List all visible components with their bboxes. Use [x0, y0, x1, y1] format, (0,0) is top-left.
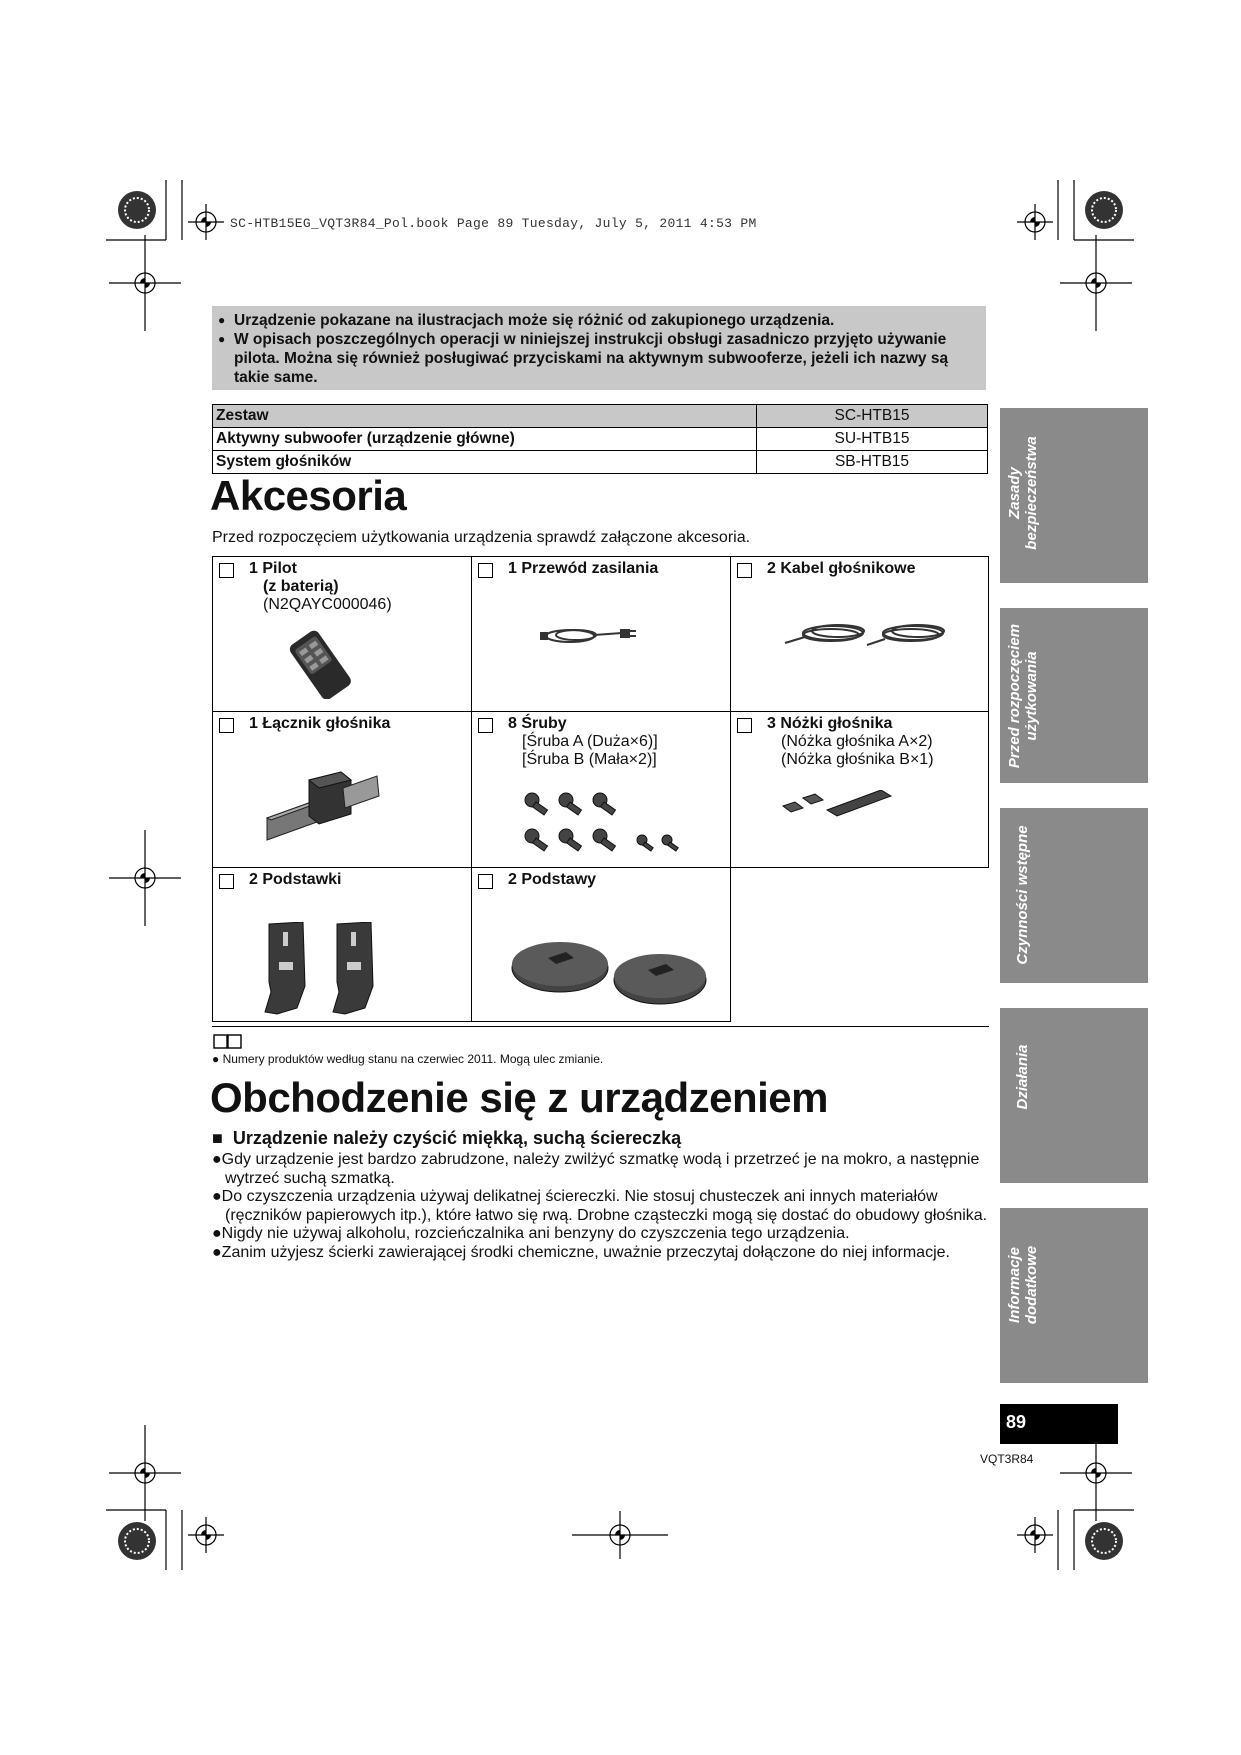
checkbox[interactable] — [737, 718, 752, 733]
checkbox[interactable] — [219, 718, 234, 733]
tab-label — [1014, 820, 1031, 970]
accessory-speaker-feet — [730, 711, 989, 868]
tab-label-line: Przed rozpoczęciem — [1006, 623, 1023, 769]
bullet-text: Nigdy nie używaj alkoholu, rozcieńczalnika ani benzyny do czyszczenia tego urządzenia. — [221, 1225, 850, 1243]
tab-label-line: Czynności wstępne — [1014, 825, 1031, 965]
notice-item: ● Urządzenie pokazane na ilustracjach może się różnić od zakupionego urządzenia. — [218, 311, 978, 330]
models-table — [212, 404, 988, 474]
table-row — [213, 451, 988, 474]
notice-item: ● W opisach poszczególnych operacji w niniejszej instrukcji obsługi zasadniczo przyjęto używanie pilota. Można się również posługiwać przyciskami na aktywnym subwooferze, jeżeli ich nazwy są takie same. — [218, 330, 978, 387]
bullet-text: Do czyszczenia urządzenia używaj delikatnej ściereczki. Nie stosuj chusteczek ani innych materiałów (ręczników papierowych itp.), które łatwo się rwą. Drobne cząsteczki mogą się dostać do obudowy głośnika. — [221, 1188, 988, 1224]
speaker-feet-image — [781, 790, 901, 840]
accessory-name: 1 Przewód zasilania — [508, 560, 659, 577]
tab-safety[interactable] — [1000, 408, 1148, 583]
accessory-name: 2 Kabel głośnikowe — [767, 560, 916, 577]
accessory-screws — [471, 711, 731, 868]
checkbox[interactable] — [219, 563, 234, 578]
list-item: ●Nigdy nie używaj alkoholu, rozcieńczalnika ani benzyny do czyszczenia tego urządzenia. — [212, 1225, 850, 1243]
accessory-detail: (Nóżka głośnika A×2) — [781, 733, 933, 750]
bullet-text: Zanim użyjesz ścierki zawierającej środki chemiczne, uważnie przeczytaj dołączone do niej informacje. — [221, 1243, 950, 1261]
checkbox[interactable] — [478, 874, 493, 889]
accessories-title: Akcesoria — [210, 472, 407, 519]
accessory-speaker-connector — [212, 711, 472, 868]
accessory-name: 3 Nóżki głośnika — [767, 715, 893, 732]
tab-label — [1006, 616, 1040, 776]
accessory-speaker-cables — [730, 556, 989, 712]
care-subtitle: ■ Urządzenie należy czyścić miękką, suchą ściereczką — [212, 1128, 682, 1148]
accessory-detail: (Nóżka głośnika B×1) — [781, 751, 934, 768]
accessory-brackets — [212, 867, 472, 1022]
document-code: VQT3R84 — [980, 1452, 1034, 1466]
list-item: ●Do czyszczenia urządzenia używaj delikatnej ściereczki. Nie stosuj chusteczek ani innych materiałów (ręczników papierowych itp.), które łatwo się rwą. Drobne cząsteczki mogą się dostać do obudowy głośnika. — [212, 1188, 988, 1224]
note-content: Numery produktów według stanu na czerwiec 2011. Mogą ulec zmianie. — [222, 1052, 604, 1066]
note-book-icon — [213, 1034, 243, 1050]
page-number-box — [1000, 1404, 1118, 1444]
accessory-name: 1 Pilot — [249, 560, 298, 577]
tab-label — [1006, 418, 1040, 568]
page-number: 89 — [1006, 1412, 1027, 1432]
checkbox[interactable] — [737, 563, 752, 578]
model-label: System głośników — [213, 451, 757, 474]
tab-getting-started[interactable] — [1000, 808, 1148, 983]
tab-operations[interactable] — [1000, 1008, 1148, 1183]
accessory-detail: [Śruba A (Duża×6)] — [522, 733, 658, 750]
checkbox[interactable] — [219, 874, 234, 889]
care-bullets — [212, 1151, 992, 1263]
checkbox[interactable] — [478, 718, 493, 733]
notice-box — [212, 306, 986, 390]
tab-label — [1006, 1230, 1040, 1340]
list-item: ●Gdy urządzenie jest bardzo zabrudzone, należy zwilżyć szmatkę wodą i przetrzeć je na mokro, a następnie wytrzeć suchą szmatką. — [212, 1151, 980, 1187]
tab-label-line: bezpieczeństwa — [1023, 436, 1040, 550]
tab-label-line: Zasady — [1006, 467, 1023, 519]
accessory-name: 2 Podstawy — [508, 871, 597, 888]
tab-label-line: użytkowania — [1023, 651, 1040, 741]
speaker-connector-image — [257, 768, 387, 852]
tab-label-line: Działania — [1014, 1044, 1031, 1110]
tab-additional-info[interactable] — [1000, 1208, 1148, 1383]
note-text: ● Numery produktów według stanu na czerwiec 2011. Mogą ulec zmianie. — [212, 1052, 604, 1066]
tab-label-line: dodatkowe — [1023, 1245, 1040, 1325]
model-value: SB-HTB15 — [757, 451, 988, 474]
checkbox[interactable] — [478, 563, 493, 578]
file-info-header: SC-HTB15EG_VQT3R84_Pol.book Page 89 Tuesday, July 5, 2011 4:53 PM — [230, 216, 757, 231]
table-row — [213, 428, 988, 451]
tab-label — [1014, 1022, 1031, 1132]
model-value: SC-HTB15 — [757, 405, 988, 428]
tab-before-use[interactable] — [1000, 608, 1148, 783]
accessory-detail: (z baterią) — [263, 578, 339, 595]
accessories-intro: Przed rozpoczęciem użytkowania urządzenia sprawdź załączone akcesoria. — [212, 529, 751, 546]
accessory-name: 1 Łącznik głośnika — [249, 715, 391, 732]
table-row — [213, 405, 988, 428]
care-subtitle-text: Urządzenie należy czyścić miękką, suchą ściereczką — [232, 1128, 682, 1148]
care-title: Obchodzenie się z urządzeniem — [210, 1074, 828, 1121]
brackets-image — [257, 922, 407, 1018]
accessory-name: 8 Śruby — [508, 715, 567, 732]
accessory-bases — [471, 867, 731, 1022]
accessories-grid — [212, 556, 989, 1022]
list-item: ●Zanim użyjesz ścierki zawierającej środki chemiczne, uważnie przeczytaj dołączone do niej informacje. — [212, 1243, 950, 1261]
power-cord-image — [540, 621, 640, 651]
note-divider — [212, 1026, 989, 1027]
accessory-detail: [Śruba B (Mała×2)] — [522, 751, 657, 768]
accessory-power-cord — [471, 556, 731, 712]
screws-image — [522, 788, 692, 868]
accessory-name: 2 Podstawki — [249, 871, 342, 888]
remote-control-image — [287, 629, 357, 699]
tab-label-line: Informacje — [1006, 1247, 1023, 1323]
accessory-remote — [212, 556, 472, 712]
speaker-cables-image — [783, 615, 953, 655]
accessory-part-number: (N2QAYC000046) — [263, 596, 392, 613]
bullet-text: Gdy urządzenie jest bardzo zabrudzone, należy zwilżyć szmatkę wodą i przetrzeć je na mokro, a następnie wytrzeć suchą szmatką. — [221, 1151, 980, 1187]
model-value: SU-HTB15 — [757, 428, 988, 451]
bases-image — [510, 920, 710, 1016]
model-label: Aktywny subwoofer (urządzenie główne) — [213, 428, 757, 451]
model-label: Zestaw — [213, 405, 757, 428]
